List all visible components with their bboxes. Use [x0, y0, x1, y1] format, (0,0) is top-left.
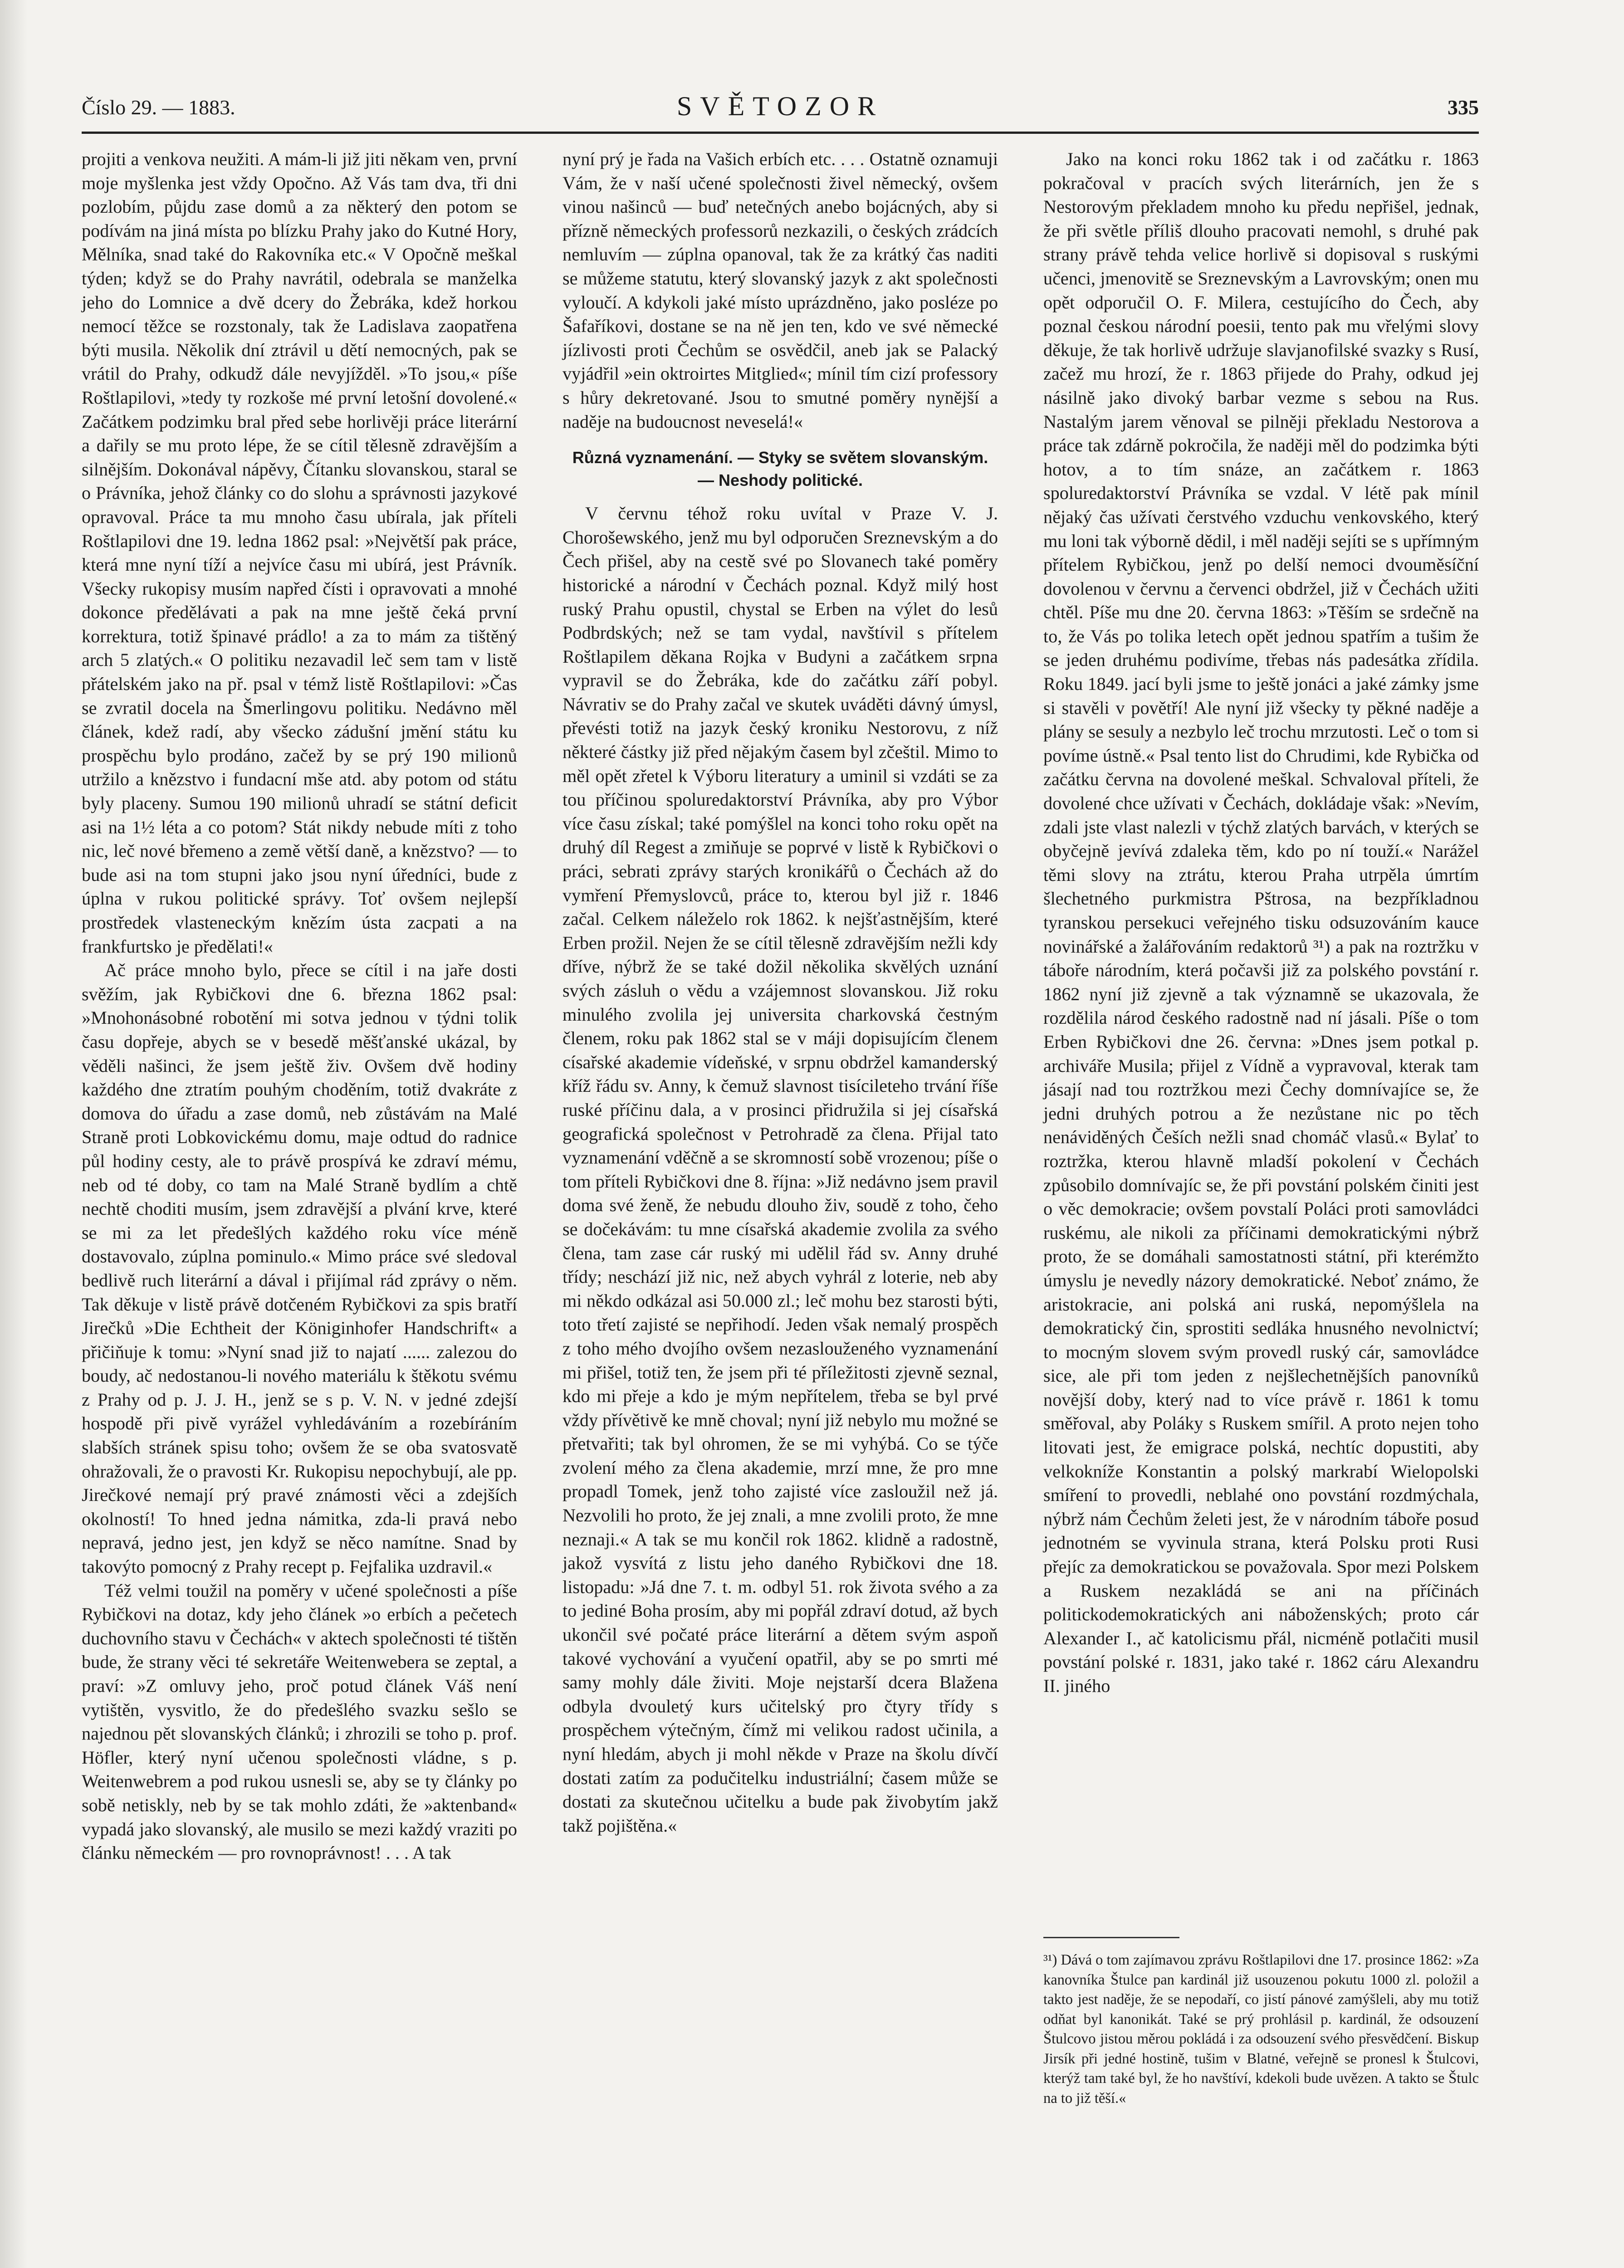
paragraph: Též velmi toužil na poměry v učené společnosti a píše Rybičkovi na dotaz, kdy jeho článek »o erbích a pečetech duchovního stavu v Čechách« v aktech společnosti té tištěn bude, že strany věci té sekretáře Weitenwebera se zeptal, a praví: »Z omluvy jeho, proč potud článek Váš není vytištěn, vysvitlo, že do předešlého svazku sešlo se najednou pět slovanských článků; i zhrozili se toho p. prof. Höfler, který nyní učenou společnosti vládne, s p. Weitenwebrem a pod rukou usnesli se, aby se ty články po sobě netiskly, neb by se tak mohlo zdáti, že »aktenband« vypadá jako slovanský, ale musilo se mezi každý vraziti po článku německém — pro rovnoprávnost! . . . A tak [82, 1580, 517, 1863]
footnote [1043, 1950, 1479, 2108]
footnote-rule [1043, 1937, 1179, 1938]
paragraph: Ač práce mnoho bylo, přece se cítil i na jaře dosti svěžím, jak Rybičkovi dne 6. března 1862 psal: »Mnohonásobné robotění mi sotva jednou v týdni tolik času dopřeje, abych se v besedě měšťanské ukázal, by věděli našinci, že jsem ještě živ. Ovšem dvě hodiny každého dne ztratím pouhým choděním, totiž dvakráte z domova do úřadu a zase domů, neb zůstávám na Malé Straně proti Lobkovickému domu, maje odtud do radnice půl hodiny cesty, ale to právě prospívá ke zdraví mému, neb od té doby, co tam na Malé Straně bydlím a chtě nechtě choditi musím, jsem zdravější a plvání krve, které se mi za let předešlých každého roku více méně dostavovalo, zúplna pominulo.« Mimo práce své sledoval bedlivě ruch literární a dával i přijímal rád zprávy o něm. Tak děkuje v listě právě dotčeném Rybičkovi za spis bratří Jirečků »Die Echtheit der Königinhofer Handschrift« a přičiňuje k tomu: »Nyní snad již to najatí ...... zalezou do boudy, ač nedostanou-li nového materiálu k štěkotu svému z Prahy od p. J. J. H., jenž se s p. V. N. v jedné zdejší hospodě při pivě vyrážel vyhledáváním a rozebíráním slabších stránek spisu toho; ovšem že se oba svatosvatě ohražovali, že o pravosti Kr. Rukopisu nepochybují, ale pp. Jirečkové nemají prý pravé známosti věci a zdejších okolností! To hned jedna námitka, zda-li pravá nebo nepravá, jedno jest, jen když se něco namítne. Snad by takovýto pomocný z Prahy recept p. Fejfalika uzdravil.« [82, 960, 517, 1577]
footnote-text: ³¹) Dává o tom zajímavou zprávu Roštlapilovi dne 17. prosince 1862: »Za kanovníka Štulce pan kardinál již usouzenou pokutu 1000 zl. položil a takto jest naděje, že se nepodaří, co jistí pánové zamýšleli, aby mu totiž odňat byl kanonikát. Také se prý prohlásil p. kardinál, že odsouzení Štulcovo jistou měrou pokládá i za odsouzení svého přesvědčení. Biskup Jirsík při jedné hostině, tušim v Blatné, veřejně se pronesl k Štulcovi, kterýž tam také byl, že ho navštíví, kdekoli bude uvězen. A takto se Štulc na to již těší.« [1043, 1952, 1479, 2107]
page-edge-shadow [0, 0, 27, 2268]
column-3 [1043, 147, 1479, 1698]
issue-number: Číslo 29. — 1883. [82, 96, 235, 119]
paragraph: V červnu téhož roku uvítal v Praze V. J. Chorošewského, jenž mu byl odporučen Sreznevským a do Čech přišel, aby na cestě své po Slovanech také poměry historické a národní v Čechách poznal. Když milý host ruský Prahu opustil, chystal se Erben na výlet do lesů Podbrdských; než se tam vydal, navštívil s přítelem Roštlapilem děkana Rojka v Budyni a začátkem srpna vypravil se do Žebráka, kde do začátku září pobyl. Návrativ se do Prahy začal ve skutek uváděti dávný úmysl, převésti totiž na jazyk český kroniku Nestorovu, z níž některé částky již před nějakým časem byl zčeštil. Mimo to měl opět zřetel k Výboru literatury a uminil si vzdáti se za tou příčinou spoluredaktorství Právníka, aby pro Výbor více času získal; také pomýšlel na konci toho roku opět na druhý díl Regest a zmiňuje se poprvé v listě k Rybičkovi o práci, sebrati zprávy starých kronikářů o Čechách až do vymření Přemyslovců, práce to, kterou byl již r. 1846 začal. Celkem náleželo rok 1862. k nejšťastnějším, které Erben prožil. Nejen že se cítil tělesně zdravějším nežli kdy dříve, nýbrž že se také dožil několika skvělých uznání svých zásluh o vědu a vzájemnost slovanskou. Již roku minulého zvolila jej universita charkovská čestným členem, roku pak 1862 stal se v máji dopisujícím členem císařské akademie vídeňské, v srpnu obdržel kamanderský kříž řádu sv. Anny, k čemuž slavnost tisícileteho trvání říše ruské příčinu dala, a v prosinci přidružila si jej císařská geografická společnost v Petrohradě za člena. Přijal tato vyznamenání vděčně a se skromností sobě vrozenou; píše o tom příteli Rybičkovi dne 8. října: »Již nedávno jsem pravil doma své ženě, že nebudu dlouho živ, soudě z toho, čeho se dočekávám: tu mne císařská akademie zvolila za svého člena, tam zase cár ruský mi udělil řád sv. Anny druhé třídy; neschází již nic, než abych vyhrál z loterie, neb aby mi někdo odkázal asi 50.000 zl.; leč mohu bez starosti býti, toto třetí zajisté se nepřihodí. Jeden však nemalý prospěch z toho mého dvojího ovšem nezaslouženého vyznamenání mi přišel, totiž ten, že jsem při té příležitosti zjevně seznal, kdo mi přeje a kdo je mým nepřítelem, třeba se byl prvé vždy přívětivě ke mně choval; nyní již nebylo mu možné se přetvařiti; tak byl ohromen, že se mi vyhýbá. Co se týče zvolení mého za člena akademie, mrzí mne, že pro mne propadl Tomek, jenž toho zajisté více zasloužil než já. Nezvolili ho proto, že jej znali, a mne zvolili proto, že mne neznaji.« A tak se mu končil rok 1862. klidně a radostně, jakož vysvítá z listu jeho daného Rybičkovi dne 18. listopadu: »Já dne 7. t. m. odbyl 51. rok života svého a za to jediné Boha prosím, aby mi popřál zdraví dotud, až bych ukončil své počaté práce literární a dětem svým aspoň takové vychování a vyučení opatřil, aby se po smrti mé samy mohly dále živiti. Moje nejstarší dcera Blažena odbyla dvouletý kurs učitelský pro čtyry třídy s prospěchem výtečným, čímž mi velikou radost učinila, a nyní hledám, abych ji mohl někde v Praze na školu dívčí dostati zatím za podučitelku industriální; časem může se dostati za skutečnou učitelku a bude pak živobytím jakž takž pojištěna.« [563, 503, 998, 1836]
journal-title: SVĚTOZOR [676, 91, 884, 121]
paragraph: Jako na konci roku 1862 tak i od začátku r. 1863 pokračoval v pracích svých literárních, jen že s Nestorovým překladem mnoho ku předu nepřišel, jednak, že při světle příliš dlouho pracovati nemohl, s druhé pak strany právě tehda velice horlivě si dopisoval s ruskými učenci, jmenovitě se Sreznevským a Lavrovským; onen mu opět odporučil O. F. Milera, cestujícího do Čech, aby poznal českou národní poesii, tento pak mu vřelými slovy děkuje, že tak horlivě udržuje slavjanofilské svazky s Rusí, začež mu hrozí, že r. 1863 přijede do Prahy, odkud jej násilně jako divoký barbar vezme s sebou na Rus. Nastalým jarem věnoval se pilněji překladu Nestorova a práce tak zdárně pokročila, že naději měl do podzimka býti hotov, a to tím snáze, an začátkem r. 1863 spoluredaktorství Právníka se vzdal. V létě pak mínil nějaký čas užívati čerstvého vzduchu venkovského, který mu loni tak výborně dědil, i měl naději sejíti se s upřímným přítelem Rybičkou, jenž po delší nemoci dvouměsíční dovolenou v červnu a červenci obdržel, již v Čechách užiti chtěl. Píše mu dne 20. června 1863: »Těším se srdečně na to, že Vás po tolika letech opět jednou spatřím a tušim že se jeden druhému podivíme, třebas nás padesátka zřídila. Roku 1849. jací byli jsme to ještě jonáci a jaké zámky jsme si stavěli v povětří! Ale nyní již všecky ty pěkné naděje a plány se sesuly a nezbylo leč trochu mrzutosti. Leč o tom si povíme ústně.« Psal tento list do Chrudimi, kde Rybička od začátku června na dovolené meškal. Schvaloval příteli, že dovolené chce užívati v Čechách, dokládaje však: »Nevím, zdali jste vlast nalezli v týchž zlatých barvách, v kterých se obyčejně jevívá zdaleka těm, kdo po ní touží.« Narážel těmi slovy na ztrátu, kterou Praha utrpěla úmrtím šlechetného purkmistra Pštrosa, na bezpříkladnou tyranskou persekuci veřejného tisku odsuzováním kauce novinářské a žalářováním redaktorů ³¹) a pak na roztržku v táboře národním, která počavši již za polského povstání r. 1862 nyní již zjevně a tak významně se ukazovala, že rozdělila národ českého radostně nad ní jásali. Píše o tom Erben Rybičkovi dne 26. června: »Dnes jsem potkal p. archiváře Musila; přijel z Vídně a vypravoval, kterak tam jásají nad tou roztržkou mezi Čechy domnívajíce se, že jedni druhých potrou a že nezůstane nic po těch nenáviděných Češích nežli snad chomáč vlasů.« Bylať to roztržka, kterou hlavně mladší pokolení v Čechách způsobilo domnívajíc se, že při povstání polském činiti jest o věc demokracie; ovšem povstalí Poláci proti samovládci ruskému, ale nikoli za příčinami demokratickými nýbrž proto, že se domáhali samostatnosti státní, při kterémžto úmyslu je nevedly názory demokratické. Neboť známo, že aristokracie, ani polská ani ruská, nepomýšlela na demokratický čin, sprostiti sedláka hnusného nevolnictví; to mocným slovem svým provedl ruský cár, samovládce sice, ale při tom jeden z nejšlechetnějších panovníků novější doby, který nad to více právě r. 1861 k tomu směřoval, aby Poláky s Ruskem smířil. A proto nejen toho litovati jest, že emigrace polská, nechtíc dopustiti, aby velkokníže Konstantin a polský markrabí Wielopolski smíření to provedli, neblahé ono povstání rozdmýchala, nýbrž nám Čechům želeti jest, že v národním táboře posud jednotném se vyvinula strana, která Polsku proti Rusi přejíc za demokratickou se považovala. Spor mezi Polskem a Ruskem nezakládá se ani na příčinách politickodemokratických ani náboženských; proto cár Alexander I., ač katolicismu přál, nicméně potlačiti musil povstání polské r. 1831, jako také r. 1862 cáru Alexandru II. jiného [1043, 149, 1479, 1696]
paragraph: projiti a venkova neužiti. A mám-li již jiti někam ven, první moje myšlenka jest vždy Opočno. Až Vás tam dva, tři dni pozlobím, půjdu zase domů a za některý den potom se podívám na jiná místa po blízku Prahy jako do Kutné Hory, Mělníka, snad také do Rakovníka etc.« V Opočně meškal týden; když se do Prahy navrátil, odebrala se manželka jeho do Lomnice a dvě dcery do Žebráka, kdež horkou nemocí těžce se rozstonaly, tak že Ladislava zaopatřena býti musila. Několik dní ztrávil u dětí nemocných, pak se vrátil do Prahy, odkudž dále nevyjížděl. »To jsou,« píše Roštlapilovi, »tedy ty rozkoše mé první letošní dovolené.« Začátkem podzimku bral před sebe horlivěji práce literární a dařily se mu proto lépe, že se cítil tělesně zdravějším a silnějším. Dokonával nápěvy, Čítanku slovanskou, staral se o Právníka, jehož články co do slohu a správnosti jazykové opravoval. Práce ta mu mnoho času ubírala, jak příteli Roštlapilovi dne 19. ledna 1862 psal: »Největší pak práce, která mne nyní tíží a nejvíce času mi ubírá, jest Právník. Všecky rukopisy musím napřed čísti i opravovati a mnohé dokonce předělávati a pak na mne ještě čeká první korrektura, totiž špinavé prádlo! a za to mám za tištěný arch 5 zlatých.« O politiku nezavadil leč sem tam v listě přátelském jako na př. psal v témž listě Roštlapilovi: »Čas se zvratil docela na Šmerlingovu politiku. Nedávno měl článek, kdež radí, aby všecko zádušní jmění státu ku prospěchu bylo prodáno, začež by se prý 190 milionů utržilo a knězstvo i fundacní mše atd. aby potom od státu byly placeny. Sumou 190 milionů uhradí se státní deficit asi na 1½ léta a co potom? Stát nikdy nebude míti z toho nic, leč nové břemeno a země větší daně, a knězstvo? — to bude asi na tom stupni jako jsou nyní úředníci, bude z úplna v rukou politické správy. Toť ovšem nejlepší prostředek vlasteneckým knězím ústa zacpati a na frankfurtsko je předělati!« [82, 149, 517, 957]
column-1 [82, 147, 517, 1865]
page-header [82, 91, 1479, 132]
page-number: 335 [1448, 96, 1479, 119]
column-2 [563, 147, 998, 1838]
header-rule [82, 132, 1479, 134]
paragraph: nyní prý je řada na Vašich erbích etc. . . . Ostatně oznamuji Vám, že v naší učené společnosti živel německý, ovšem vinou našinců — buď netečných anebo bojácných, aby si přízně německých professorů nezkazili, o českých zrádcích nemluvím — zúplna opanoval, tak že za krátký čas naditi se můžeme statutu, který slovanský jazyk z akt společnosti vyloučí. A kdykoli jaké místo uprázdněno, jako posléze po Šafaříkovi, dostane se na ně jen ten, kdo ve své německé jízlivosti proti Čechům se osvědčil, aneb jak se Palacký vyjádřil »ein oktroirtes Mitglied«; mínil tím cizí professory s hůry dekretované. Jsou to smutné poměry nynější a naděje na budoucnost neveselá!« [563, 149, 998, 432]
section-heading: Různá vyznamenání. — Styky se světem slovanským. — Neshody politické. [572, 448, 988, 490]
